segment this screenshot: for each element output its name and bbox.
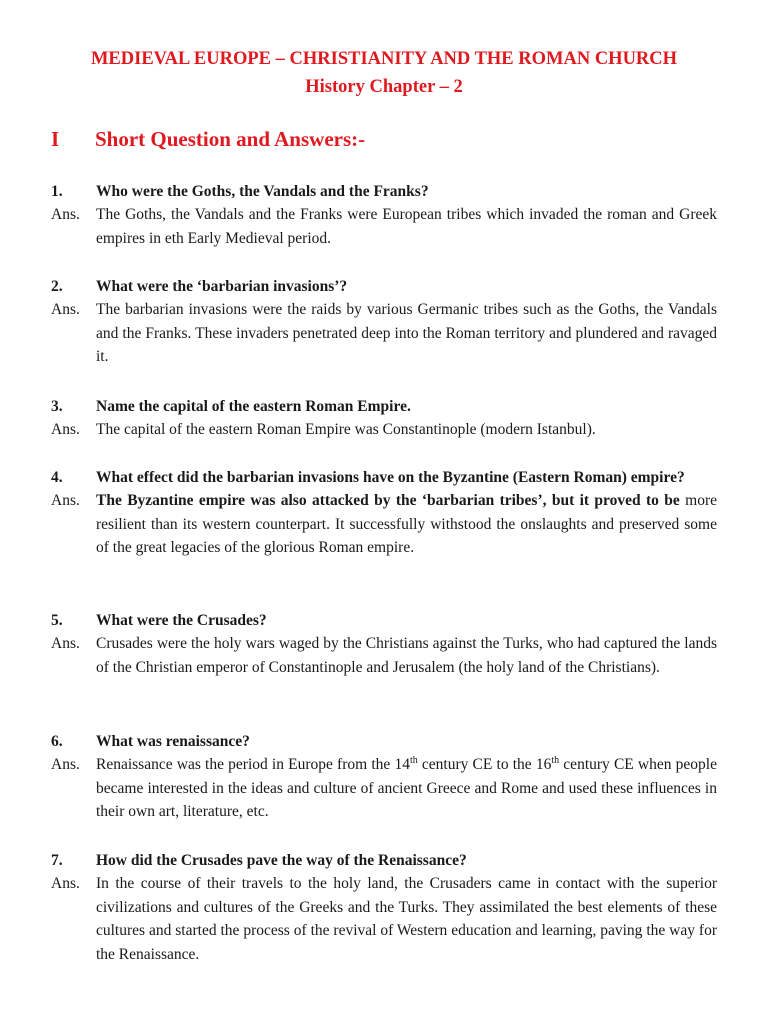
qa-item-6 [0,730,768,824]
question-text: Name the capital of the eastern Roman Empire. [96,398,411,415]
question-text: What effect did the barbarian invasions have on the Byzantine (Eastern Roman) empire? [96,469,685,486]
answer-label: Ans. [51,875,80,892]
answer-2 [0,298,768,369]
question-text: What were the ‘barbarian invasions’? [96,278,348,295]
question-number: 1. [51,183,63,200]
question-2 [0,275,768,298]
page-subtitle: History Chapter – 2 [305,77,463,97]
question-text: What was renaissance? [96,733,250,750]
question-5 [0,609,768,632]
qa-item-3 [0,395,768,442]
answer-part: century CE to the 16 [417,756,552,773]
question-text: How did the Crusades pave the way of the Renaissance? [96,852,467,869]
qa-item-5 [0,609,768,679]
question-7 [0,849,768,872]
answer-4 [0,489,768,560]
question-number: 3. [51,398,63,415]
page-title: MEDIEVAL EUROPE – CHRISTIANITY AND THE ROMAN CHURCH [90,49,678,69]
answer-label: Ans. [51,421,80,438]
question-number: 4. [51,469,63,486]
answer-label: Ans. [51,301,80,318]
answer-part: century CE when people became interested in the ideas and culture of ancient Greece and Rome and used these influences in their own art, literature, etc. [96,756,717,820]
qa-item-1 [0,180,768,250]
question-number: 6. [51,733,63,750]
question-4 [0,466,768,489]
section-heading-text: Short Question and Answers:- [95,127,366,151]
section-numeral: I [51,127,60,151]
answer-part: Renaissance was the period in Europe from the 14 [96,756,410,773]
question-number: 5. [51,612,63,629]
answer-text: Crusades were the holy wars waged by the Christians against the Turks, who had captured the lands of the Christian emperor of Constantinople and Jerusalem (the holy land of the Christians). [96,635,717,676]
answer-text [96,489,717,560]
answer-label: Ans. [51,206,80,223]
qa-item-2 [0,275,768,369]
question-number: 2. [51,278,63,295]
answer-label: Ans. [51,635,80,652]
answer-1 [0,203,768,250]
question-number: 7. [51,852,63,869]
answer-rest: more resilient than its western counterpart. It successfully withstood the onslaughts and preserved some of the great legacies of the glorious Roman empire. [96,492,717,556]
answer-text [96,753,717,824]
answer-text: The barbarian invasions were the raids by various Germanic tribes such as the Goths, the Vandals and the Franks. These invaders penetrated deep into the Roman territory and plundered and ravaged it. [96,301,717,365]
answer-bold-start: The Byzantine empire was also attacked by the ‘barbarian tribes’, but it proved to be [96,492,680,509]
question-3 [0,395,768,418]
answer-label: Ans. [51,756,80,773]
ordinal-suffix: th [409,754,418,766]
answer-6 [0,753,768,824]
question-6 [0,730,768,753]
answer-5 [0,632,768,679]
qa-item-4 [0,466,768,560]
answer-3 [0,418,768,442]
question-text: Who were the Goths, the Vandals and the Franks? [96,183,429,200]
section-heading [51,126,365,152]
answer-text: The capital of the eastern Roman Empire was Constantinople (modern Istanbul). [96,421,596,438]
answer-text: The Goths, the Vandals and the Franks were European tribes which invaded the roman and Greek empires in eth Early Medieval period. [96,206,717,247]
qa-item-7 [0,849,768,966]
answer-7 [0,872,768,966]
ordinal-suffix: th [551,754,560,766]
answer-text: In the course of their travels to the holy land, the Crusaders came in contact with the superior civilizations and cultures of the Greeks and the Turks. They assimilated the best elements of these cultures and started the process of the revival of Western education and learning, paving the way for the Renaissance. [96,875,717,963]
question-1 [0,180,768,203]
answer-label: Ans. [51,492,80,509]
question-text: What were the Crusades? [96,612,267,629]
